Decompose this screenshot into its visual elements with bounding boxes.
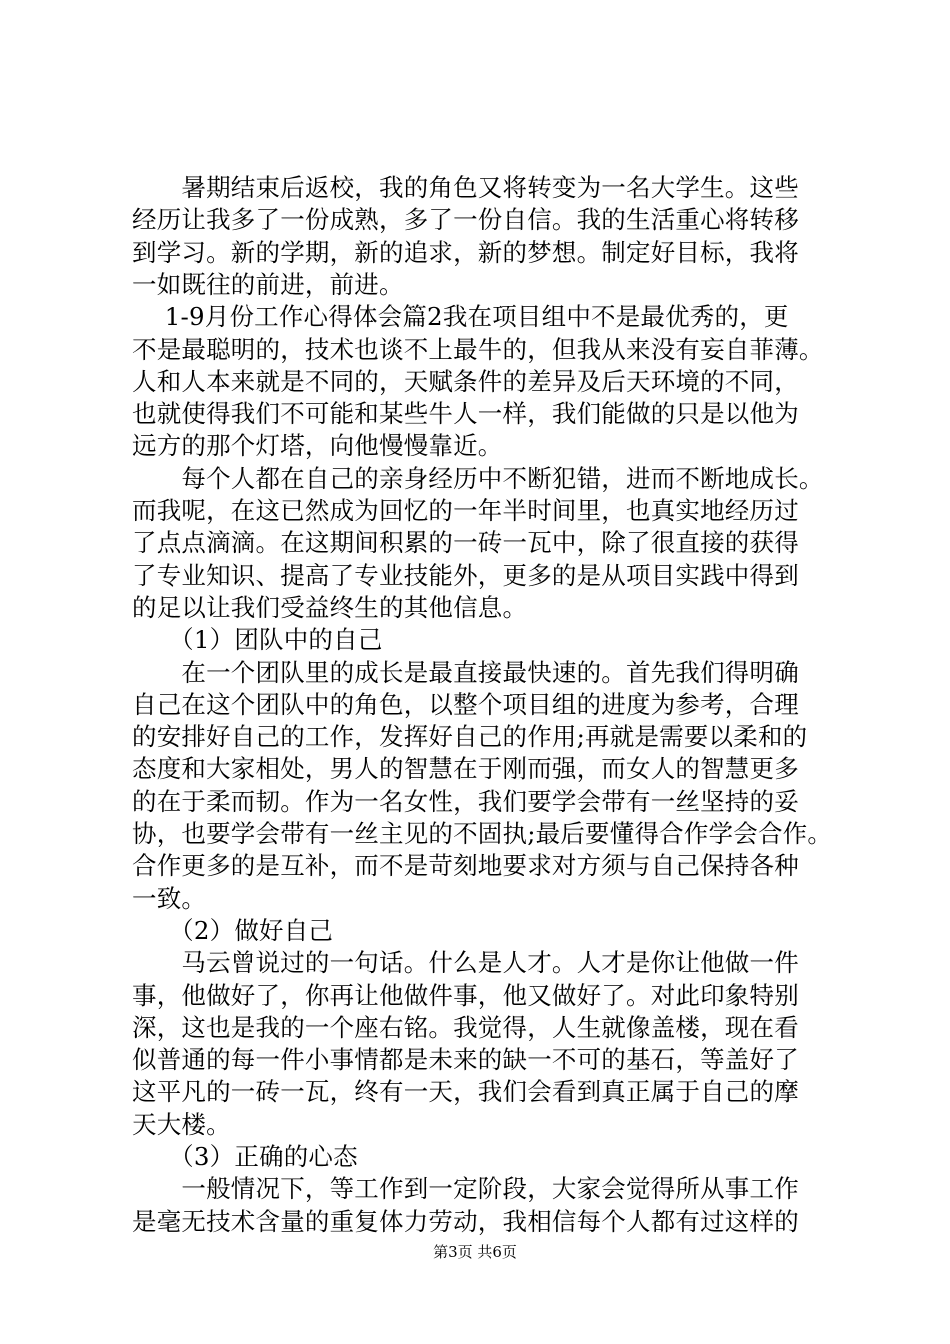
text-line: 天大楼。 [132, 1109, 231, 1139]
text-line: 在一个团队里的成长是最直接最快速的。首先我们得明确 [132, 657, 799, 687]
text-line: 一如既往的前进，前进。 [132, 269, 404, 299]
text-line: 不是最聪明的，技术也谈不上最牛的，但我从来没有妄自菲薄。 [132, 334, 824, 364]
text-line: 的在于柔而韧。作为一名女性，我们要学会带有一丝坚持的妥 [132, 786, 799, 816]
text-line: 事，他做好了，你再让他做件事，他又做好了。对此印象特别 [132, 980, 799, 1010]
text-line: 了专业知识、提高了专业技能外，更多的是从项目实践中得到 [132, 560, 799, 590]
text-line: 是毫无技术含量的重复体力劳动，我相信每个人都有过这样的 [132, 1206, 799, 1236]
text-line: 一般情况下，等工作到一定阶段，大家会觉得所从事工作 [132, 1174, 799, 1204]
text-line: 这平凡的一砖一瓦，终有一天，我们会看到真正属于自己的摩 [132, 1077, 799, 1107]
text-line: 合作更多的是互补，而不是苛刻地要求对方须与自己保持各种 [132, 851, 799, 881]
text-line: 到学习。新的学期，新的追求，新的梦想。制定好目标，我将 [132, 237, 799, 267]
text-line: 人和人本来就是不同的，天赋条件的差异及后天环境的不同， [132, 366, 799, 396]
text-line: （2）做好自己 [132, 915, 334, 945]
text-line: 的安排好自己的工作，发挥好自己的作用;再就是需要以柔和的 [132, 722, 808, 752]
text-line: 似普通的每一件小事情都是未来的缺一不可的基石，等盖好了 [132, 1045, 799, 1075]
text-line: 经历让我多了一份成熟，多了一份自信。我的生活重心将转移 [132, 205, 799, 235]
text-line: （1）团队中的自己 [132, 625, 383, 655]
text-line: 而我呢，在这已然成为回忆的一年半时间里，也真实地经历过 [132, 496, 799, 525]
page-footer: 第3页 共6页 [433, 1243, 517, 1261]
text-line: 了点点滴滴。在这期间积累的一砖一瓦中，除了很直接的获得 [132, 528, 799, 558]
text-line: 深，这也是我的一个座右铭。我觉得，人生就像盖楼，现在看 [132, 1012, 799, 1042]
text-line: 远方的那个灯塔，向他慢慢靠近。 [132, 431, 503, 461]
text-line: 自己在这个团队中的角色，以整个项目组的进度为参考，合理 [132, 689, 799, 719]
text-line: 态度和大家相处，男人的智慧在于刚而强，而女人的智慧更多 [132, 754, 799, 784]
text-line: 每个人都在自己的亲身经历中不断犯错，进而不断地成长。 [132, 463, 824, 493]
text-line: 的足以让我们受益终生的其他信息。 [132, 592, 528, 622]
text-line: 1-9月份工作心得体会篇2我在项目组中不是最优秀的，更 [132, 302, 789, 332]
text-line: （3）正确的心态 [132, 1142, 358, 1171]
text-line: 协，也要学会带有一丝主见的不固执;最后要懂得合作学会合作。 [132, 819, 833, 848]
text-line: 暑期结束后返校，我的角色又将转变为一名大学生。这些 [132, 173, 799, 202]
text-line: 马云曾说过的一句话。什么是人才。人才是你让他做一件 [132, 948, 799, 978]
text-line: 一致。 [132, 883, 207, 913]
text-line: 也就使得我们不可能和某些牛人一样，我们能做的只是以他为 [132, 399, 799, 429]
